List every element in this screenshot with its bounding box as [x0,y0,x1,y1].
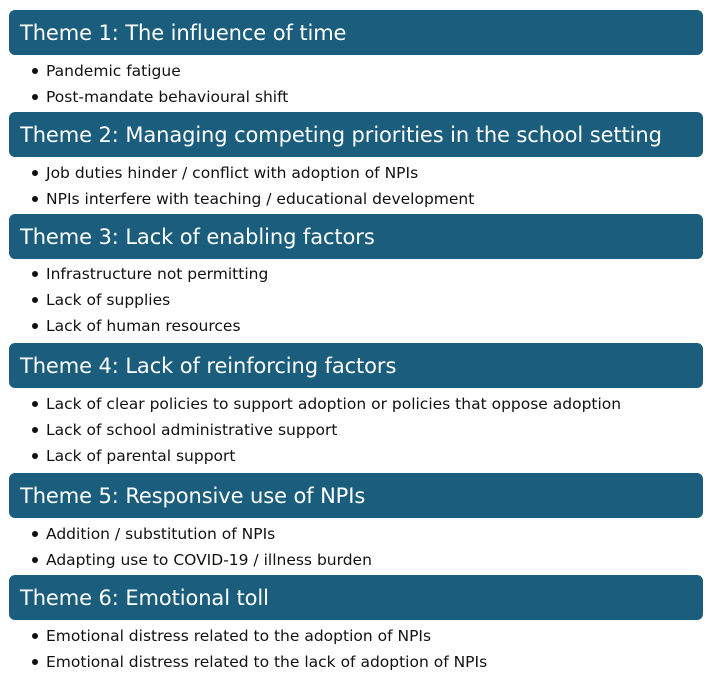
bullet-icon [32,427,38,433]
list-item: Job duties hinder / conflict with adoption of NPIs [30,160,474,186]
theme-3-list [30,261,268,339]
theme-2-title: Theme 2: Managing competing priorities in the school setting [20,122,662,147]
bullet-icon [32,659,38,665]
bullet-icon [32,297,38,303]
list-item: Emotional distress related to the adoption of NPIs [30,623,487,649]
list-item: Post-mandate behavioural shift [30,84,288,110]
theme-3-title: Theme 3: Lack of enabling factors [20,224,375,249]
theme-6-list [30,623,487,675]
bullet-icon [32,271,38,277]
bullet-icon [32,401,38,407]
list-item: Infrastructure not permitting [30,261,268,287]
bullet-icon [32,453,38,459]
bullet-icon [32,557,38,563]
theme-4-header [9,343,703,388]
bullet-icon [32,531,38,537]
bullet-icon [32,68,38,74]
bullet-icon [32,170,38,176]
list-item: Emotional distress related to the lack of adoption of NPIs [30,649,487,675]
theme-1-header [9,10,703,55]
list-item: Lack of supplies [30,287,268,313]
bullet-icon [32,323,38,329]
theme-6-header [9,575,703,620]
list-item: NPIs interfere with teaching / educational development [30,186,474,212]
list-item: Lack of school administrative support [30,417,621,443]
list-item: Lack of parental support [30,443,621,469]
theme-5-list [30,521,372,573]
theme-6-title: Theme 6: Emotional toll [20,585,269,610]
list-item: Lack of human resources [30,313,268,339]
list-item: Pandemic fatigue [30,58,288,84]
list-item: Lack of clear policies to support adoption or policies that oppose adoption [30,391,621,417]
theme-2-header [9,112,703,157]
bullet-icon [32,94,38,100]
theme-4-list [30,391,621,469]
theme-2-list [30,160,474,212]
theme-5-title: Theme 5: Responsive use of NPIs [20,483,366,508]
list-item: Addition / substitution of NPIs [30,521,372,547]
list-item: Adapting use to COVID-19 / illness burden [30,547,372,573]
theme-1-title: Theme 1: The influence of time [20,20,347,45]
theme-1-list [30,58,288,110]
bullet-icon [32,196,38,202]
bullet-icon [32,633,38,639]
theme-4-title: Theme 4: Lack of reinforcing factors [20,353,397,378]
theme-3-header [9,214,703,259]
theme-5-header [9,473,703,518]
